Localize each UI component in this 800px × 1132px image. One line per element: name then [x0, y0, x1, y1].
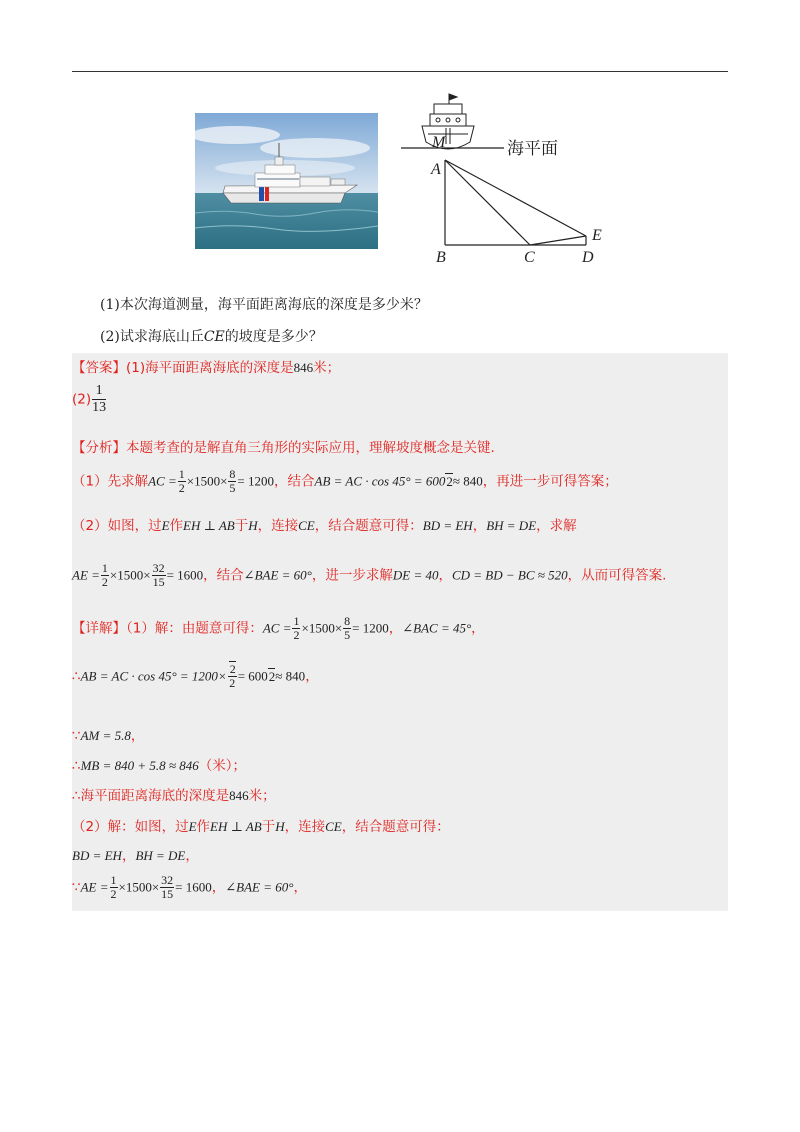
point-c-label: C	[524, 249, 535, 266]
sea-level-label: 海平面	[507, 139, 558, 159]
geometry-diagram	[396, 90, 606, 270]
ship-icon	[422, 94, 474, 149]
detail-line-3: ∵AM = 5.8，	[72, 728, 145, 744]
point-b-label: B	[436, 249, 446, 266]
detail-line-4: ∴MB = 840 + 5.8 ≈ 846（米）；	[72, 758, 247, 774]
analysis-line-2: （1）先求解AC = $\frac{1}{2}$ ×1500× $\frac{8}{5}$ = 1200，结合AB = AC · cos 45° = 6002≈ 840，再进一步可得答案；	[72, 467, 618, 495]
analysis-line-1: 【分析】本题考查的是解直角三角形的实际应用，理解坡度概念是关键.	[72, 440, 495, 456]
detail-line-8: ∵AE = $\frac{1}{2}$ ×1500× $\frac{32}{15}$ = 1600，∠BAE = 60°，	[72, 873, 307, 901]
point-a-label: A	[431, 161, 441, 178]
point-e-label: E	[592, 227, 602, 244]
analysis-line-3: （2）如图，过E作EH ⊥ AB于H，连接CE，结合题意可得：BD = EH，BH = DE，求解	[72, 518, 577, 534]
detail-line-5: ∴海平面距离海底的深度是846米；	[72, 788, 276, 804]
question-2: (2)试求海底山丘CE的坡度是多少？	[100, 329, 323, 345]
detail-line-2: ∴AB = AC · cos 45° = 1200× $\frac{2}{2}$ = 6002≈ 840，	[72, 662, 319, 690]
point-m-label: M	[432, 134, 446, 151]
analysis-line-4: AE = $\frac{1}{2}$ ×1500× $\frac{32}{15}$ = 1600，结合∠BAE = 60°，进一步求解DE = 40，CD = BD − BC ≈ 520，从而可得答案.	[72, 561, 667, 589]
answer-line-1: 【答案】(1)海平面距离海底的深度是846米；	[72, 360, 341, 376]
ship-photo	[195, 113, 378, 249]
detail-line-1: 【详解】（1）解：由题意可得：AC = $\frac{1}{2}$ ×1500× $\frac{8}{5}$ = 1200，∠BAC = 45°，	[72, 614, 485, 642]
detail-line-7: BD = EH，BH = DE，	[72, 848, 199, 864]
detail-line-6: （2）解：如图，过E作EH ⊥ AB于H，连接CE，结合题意可得：	[72, 819, 450, 835]
point-d-label: D	[582, 249, 594, 266]
answer-line-2: (2) $\frac{1}{13}$	[72, 383, 107, 415]
question-1: (1)本次海道测量，海平面距离海底的深度是多少米？	[100, 297, 428, 313]
header-rule	[72, 71, 728, 72]
